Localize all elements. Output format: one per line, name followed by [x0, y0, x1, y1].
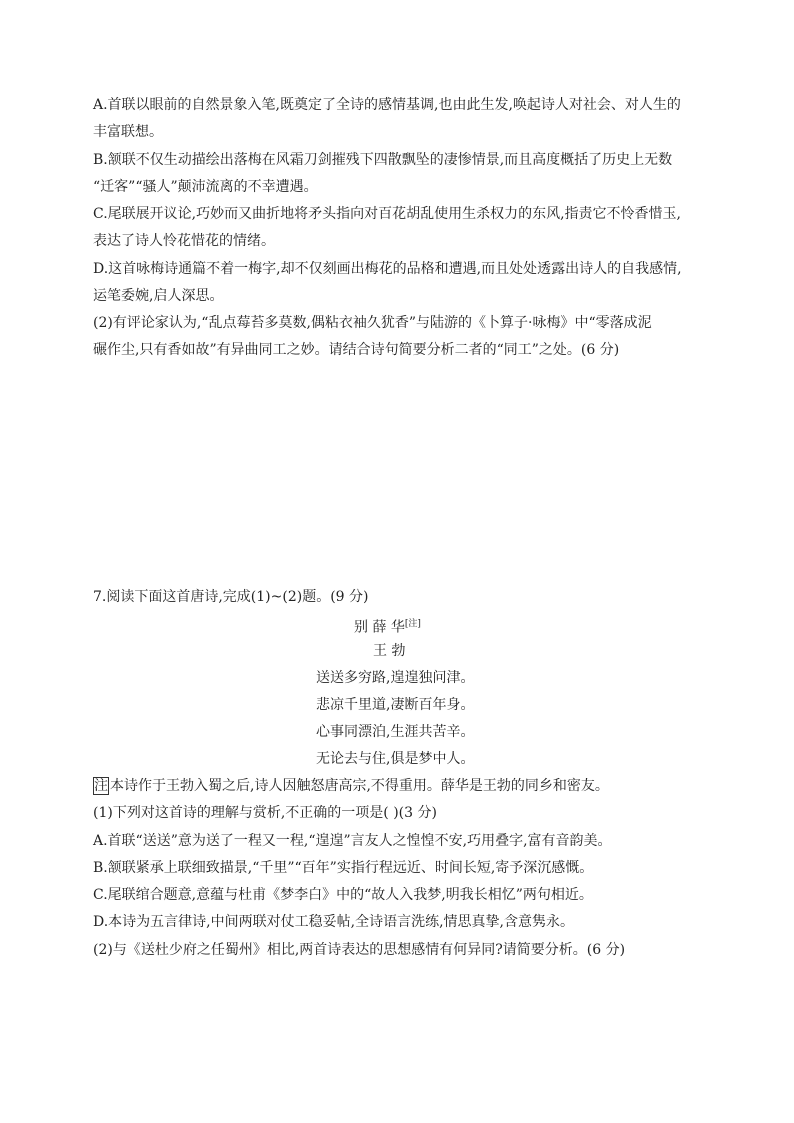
q6-option-a-line1: A.首联以眼前的自然景象入笔,既奠定了全诗的感情基调,也由此生发,唤起诗人对社会、对人生的	[93, 97, 681, 113]
poem-note	[93, 776, 609, 796]
q6-sub2-line2: 碾作尘,只有香如故”有异曲同工之妙。请结合诗句简要分析二者的“同工”之处。(6 分)	[93, 342, 620, 358]
q6-sub2-line1: (2)有评论家认为,“乱点莓苔多莫数,偶粘衣袖久犹香”与陆游的《卜算子·咏梅》中“零落成泥	[93, 315, 652, 331]
poem-line-3: 心事同漂泊,生涯共苦辛。	[316, 724, 475, 740]
poem-title-note-marker: [注]	[404, 619, 421, 629]
q6-option-d-line2: 运笔委婉,启人深思。	[93, 288, 224, 304]
q7-option-b: B.颔联紧承上联细致描景,“千里”“百年”实指行程远近、时间长短,寄予深沉感慨。	[93, 860, 594, 876]
q6-option-c-line1: C.尾联展开议论,巧妙而又曲折地将矛头指向对百花胡乱使用生杀权力的东风,指责它不怜香惜玉,	[93, 206, 682, 222]
q7-header: 7.阅读下面这首唐诗,完成(1)~(2)题。(9 分)	[93, 589, 369, 605]
q7-option-c: C.尾联绾合题意,意蕴与杜甫《梦李白》中的“故人入我梦,明我长相忆”两句相近。	[93, 887, 593, 903]
poem-line-4: 无论去与住,俱是梦中人。	[316, 751, 475, 767]
q6-option-b-line2: “迁客”“骚人”颠沛流离的不幸遭遇。	[93, 179, 318, 195]
poem-line-1: 送送多穷路,遑遑独问津。	[316, 670, 475, 686]
q7-option-d: D.本诗为五言律诗,中间两联对仗工稳妥帖,全诗语言洗练,情思真挚,含意隽永。	[93, 914, 574, 930]
q6-option-b-line1: B.颔联不仅生动描绘出落梅在风霜刀剑摧残下四散飘坠的凄惨情景,而且高度概括了历史上无数	[93, 152, 673, 168]
poem-author: 王 勃	[373, 643, 406, 659]
poem-title-text: 别 薛 华	[354, 619, 405, 636]
q7-sub2: (2)与《送杜少府之任蜀州》相比,两首诗表达的思想感情有何异同?请简要分析。(6 分)	[93, 942, 626, 958]
q7-option-a: A.首联“送送”意为送了一程又一程,“遑遑”言友人之惶惶不安,巧用叠字,富有音韵美。	[93, 833, 612, 849]
poem-title	[354, 614, 421, 638]
note-label-box: 注	[94, 778, 108, 794]
note-text: 本诗作于王勃入蜀之后,诗人因触怒唐高宗,不得重用。薛华是王勃的同乡和密友。	[110, 778, 609, 794]
q6-option-c-line2: 表达了诗人怜花惜花的情绪。	[93, 233, 275, 249]
q6-option-d-line1: D.这首咏梅诗通篇不着一梅字,却不仅刻画出梅花的品格和遭遇,而且处处透露出诗人的自我感情,	[93, 261, 682, 277]
q6-option-a-line2: 丰富联想。	[93, 124, 163, 140]
poem-line-2: 悲凉千里道,凄断百年身。	[316, 697, 475, 713]
q7-sub1: (1)下列对这首诗的理解与赏析,不正确的一项是( )(3 分)	[93, 805, 437, 821]
